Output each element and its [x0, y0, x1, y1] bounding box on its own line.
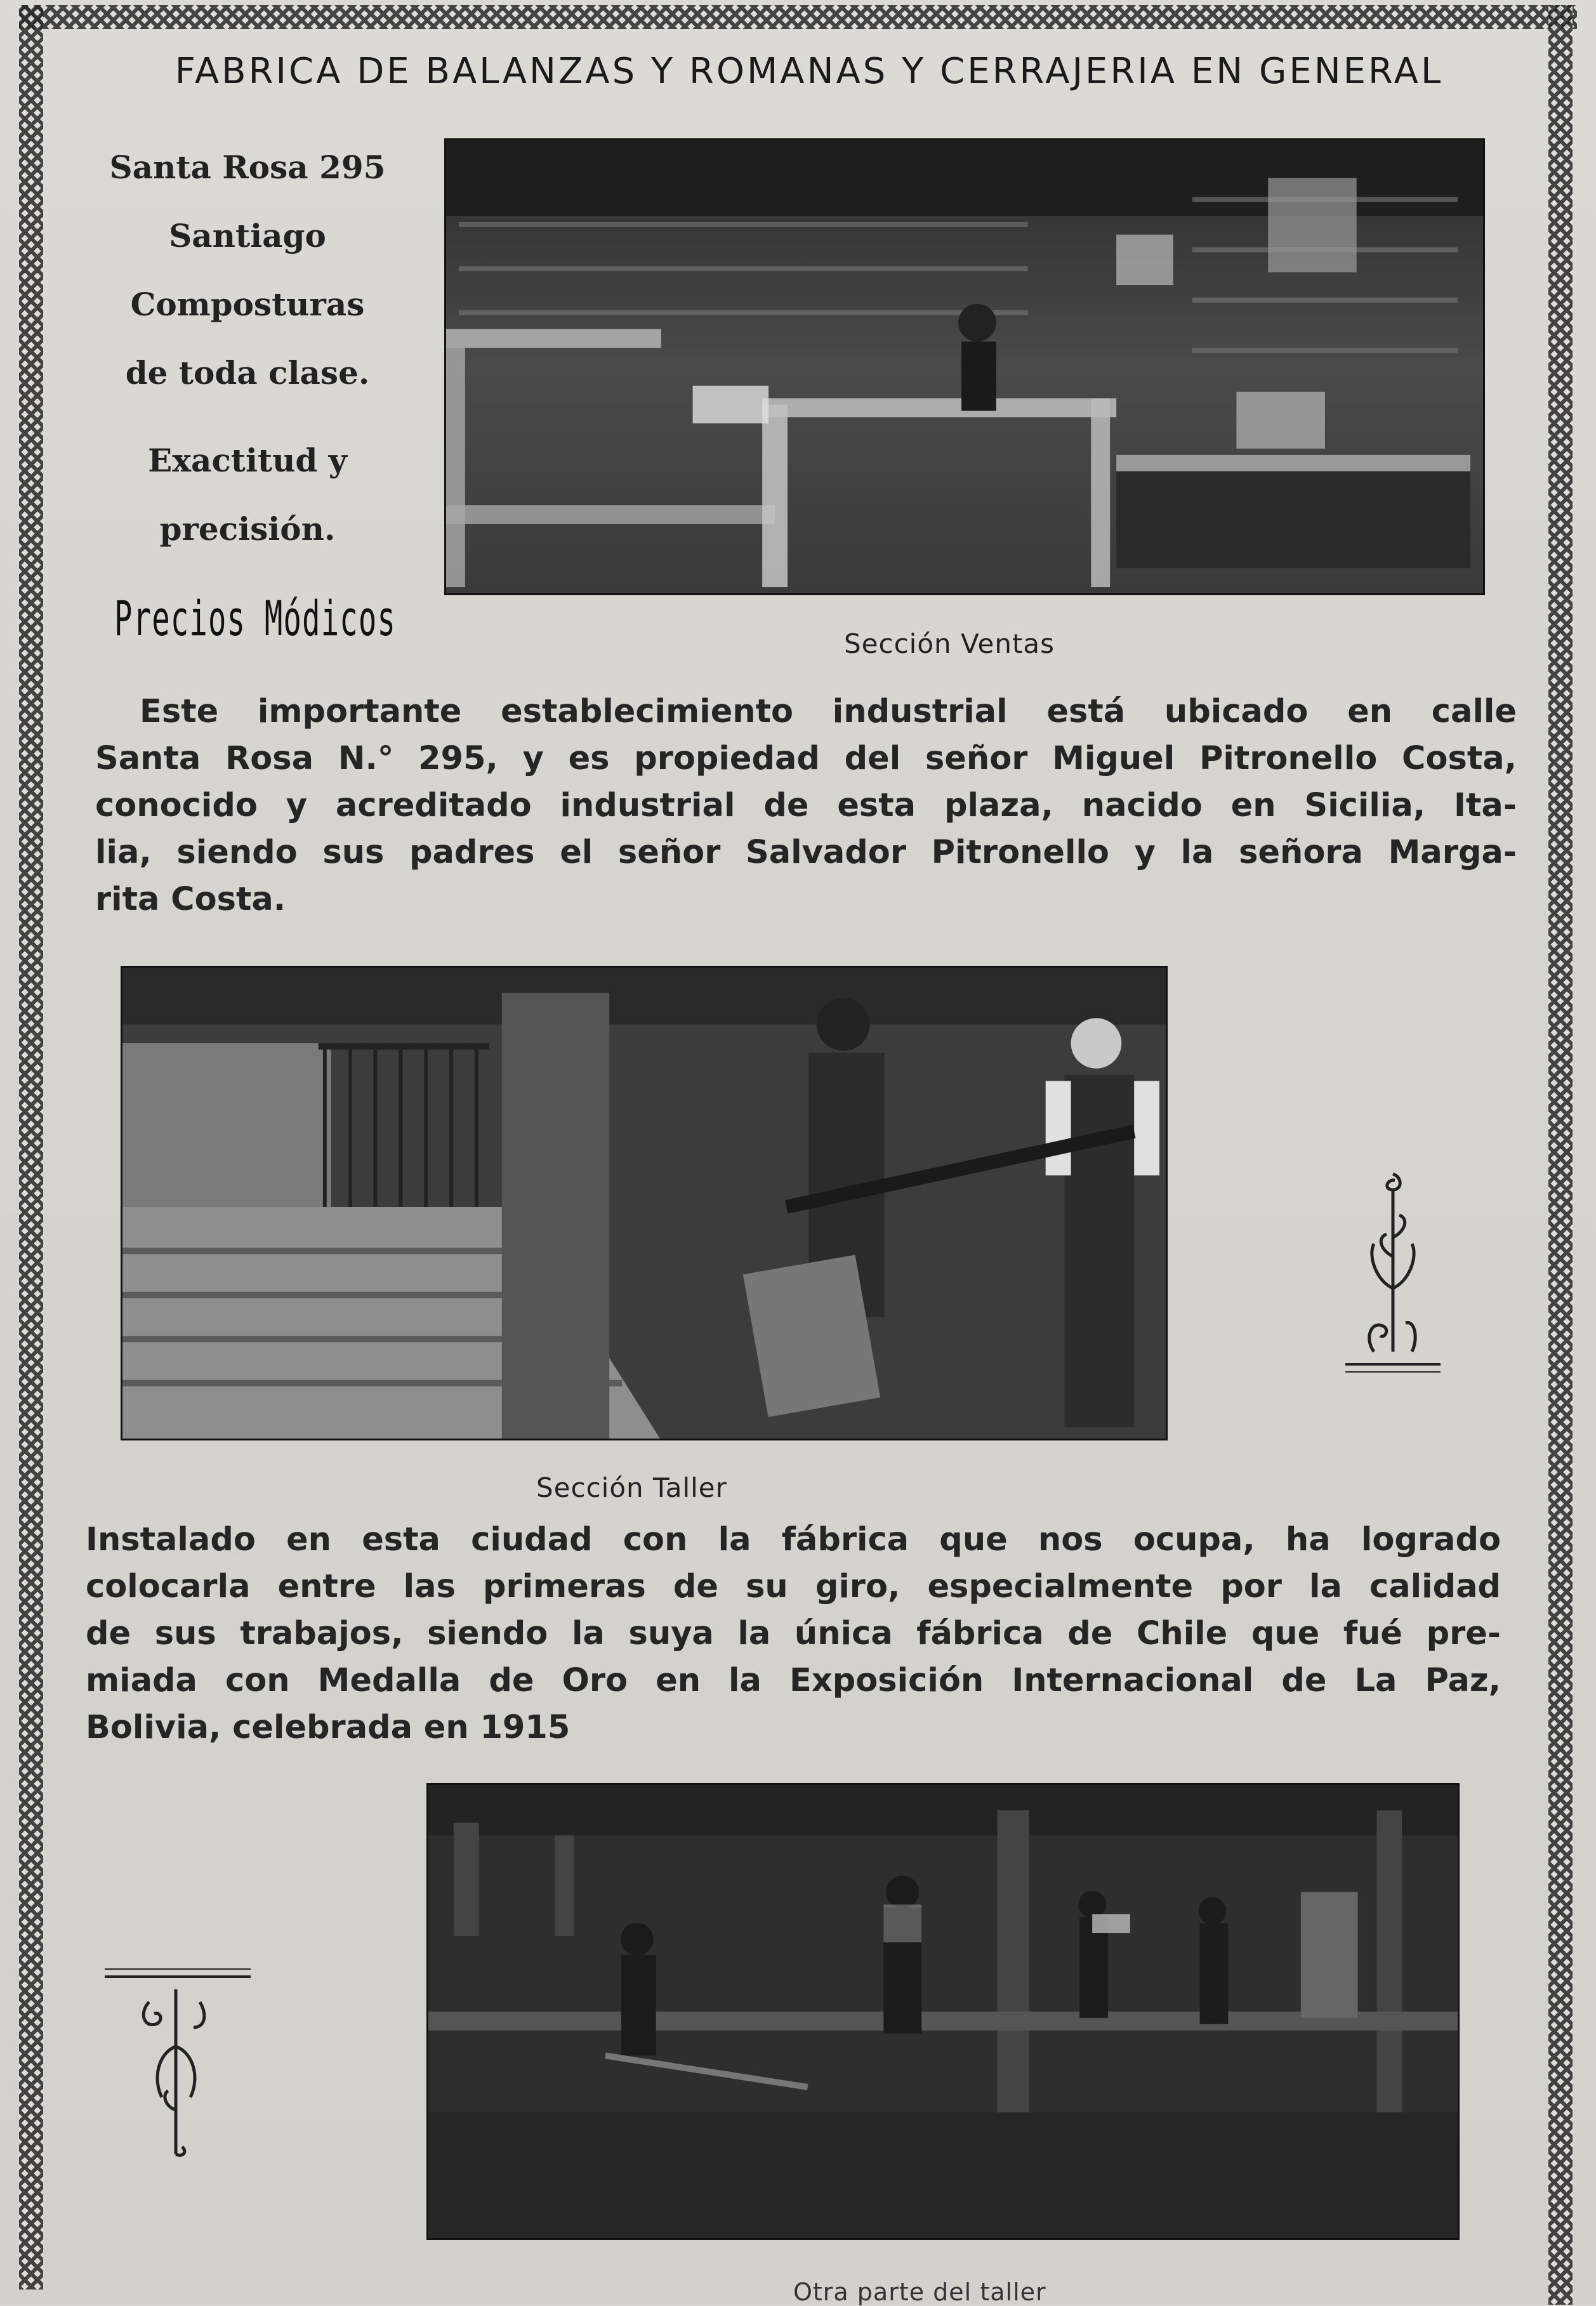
business-info — [95, 133, 400, 563]
services-line-1: Composturas — [130, 286, 365, 323]
photo-workshop-other — [426, 1783, 1460, 2240]
paragraph-line: de sus trabajos, siendo la suya la única fábrica de Chile que fué pre- — [86, 1615, 1501, 1652]
paragraph-line: rita Costa. — [95, 881, 286, 918]
quality-line-1: Exactitud y — [148, 442, 347, 479]
paragraph-line: lia, siendo sus padres el señor Salvador Pitronello y la señora Marga- — [95, 834, 1517, 871]
paragraph-line: Santa Rosa N.° 295, y es propiedad del señor Miguel Pitronello Costa, — [95, 740, 1517, 777]
paragraph-line: colocarla entre las primeras de su giro, especialmente por la calidad — [86, 1568, 1501, 1605]
paragraph-line: conocido y acreditado industrial de esta plaza, nacido en Sicilia, Ita- — [95, 787, 1517, 824]
paragraph-awards — [86, 1517, 1501, 1751]
paragraph-line: miada con Medalla de Oro en la Exposición Internacional de La Paz, — [86, 1662, 1501, 1699]
caption-workshop-section: Sección Taller — [536, 1472, 727, 1503]
photo-workshop-section — [121, 966, 1168, 1440]
photo-sales-section — [444, 138, 1485, 595]
caption-workshop-other: Otra parte del taller — [793, 2278, 1046, 2306]
caption-sales-section: Sección Ventas — [844, 628, 1055, 659]
paragraph-line: Bolivia, celebrada en 1915 — [86, 1709, 570, 1746]
address-line: Santa Rosa 295 — [109, 148, 386, 186]
top-border-ornament — [19, 5, 1577, 29]
fleur-ornament-icon — [105, 1964, 251, 2173]
city-line: Santiago — [169, 217, 326, 254]
quality-line-2: precisión. — [159, 510, 336, 548]
left-border-ornament — [19, 5, 43, 2290]
right-border-ornament — [1548, 5, 1573, 2305]
page-heading: FABRICA DE BALANZAS Y ROMANAS Y CERRAJERIA EN GENERAL — [175, 51, 1444, 92]
paragraph-intro — [95, 689, 1517, 923]
paragraph-line: Instalado en esta ciudad con la fábrica que nos ocupa, ha logrado — [86, 1521, 1501, 1558]
paragraph-line: Este importante establecimiento industrial está ubicado en calle — [140, 693, 1517, 730]
services-line-2: de toda clase. — [125, 354, 370, 392]
prices-slogan: Precios Módicos — [114, 590, 397, 647]
fleur-ornament-icon — [1345, 1161, 1441, 1377]
